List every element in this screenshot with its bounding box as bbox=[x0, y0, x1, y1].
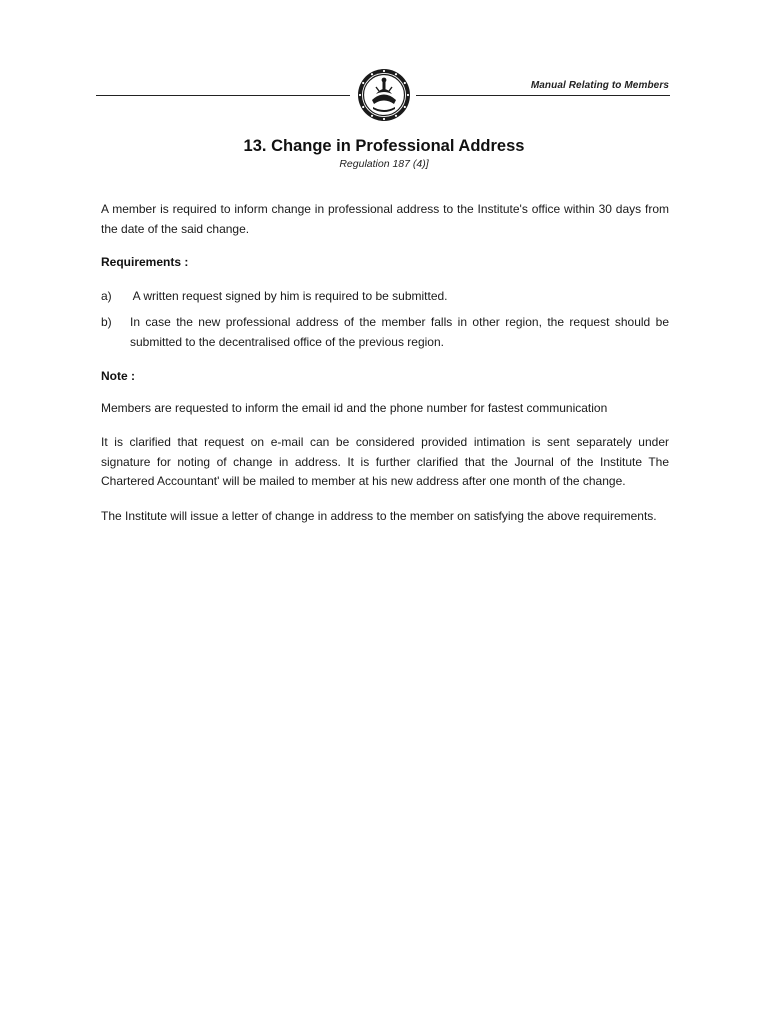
list-item bbox=[101, 313, 669, 353]
page-subtitle: Regulation 187 (4)] bbox=[339, 158, 429, 170]
note-paragraph: Members are requested to inform the email id and the phone number for fastest communication bbox=[101, 401, 608, 415]
header-rule-left bbox=[96, 95, 350, 96]
intro-paragraph: A member is required to inform change in professional address to the Institute's office within 30 days from the date of the said change. bbox=[101, 202, 669, 236]
list-marker: a) bbox=[101, 289, 112, 303]
running-head: Manual Relating to Members bbox=[530, 80, 669, 91]
note-heading: Note : bbox=[101, 369, 135, 383]
requirements-heading: Requirements : bbox=[101, 255, 189, 269]
institute-emblem-icon bbox=[356, 67, 412, 123]
note-paragraph: It is clarified that request on e-mail can be considered provided intimation is sent separately under signature for noting of change in address. It is further clarified that the Journal of the Institute The Chartered Accountant' will be mailed to member at his new address after one month of the change. bbox=[101, 435, 669, 488]
list-text: A written request signed by him is required to be submitted. bbox=[130, 289, 448, 303]
list-text: In case the new professional address of the member falls in other region, the request should be submitted to the decentralised office of the previous region. bbox=[130, 315, 669, 349]
page-title: 13. Change in Professional Address bbox=[243, 137, 525, 155]
note-paragraph: The Institute will issue a letter of change in address to the member on satisfying the above requirements. bbox=[101, 509, 657, 523]
header-rule-right bbox=[416, 95, 670, 96]
list-marker: b) bbox=[101, 315, 112, 329]
list-item bbox=[101, 287, 669, 307]
